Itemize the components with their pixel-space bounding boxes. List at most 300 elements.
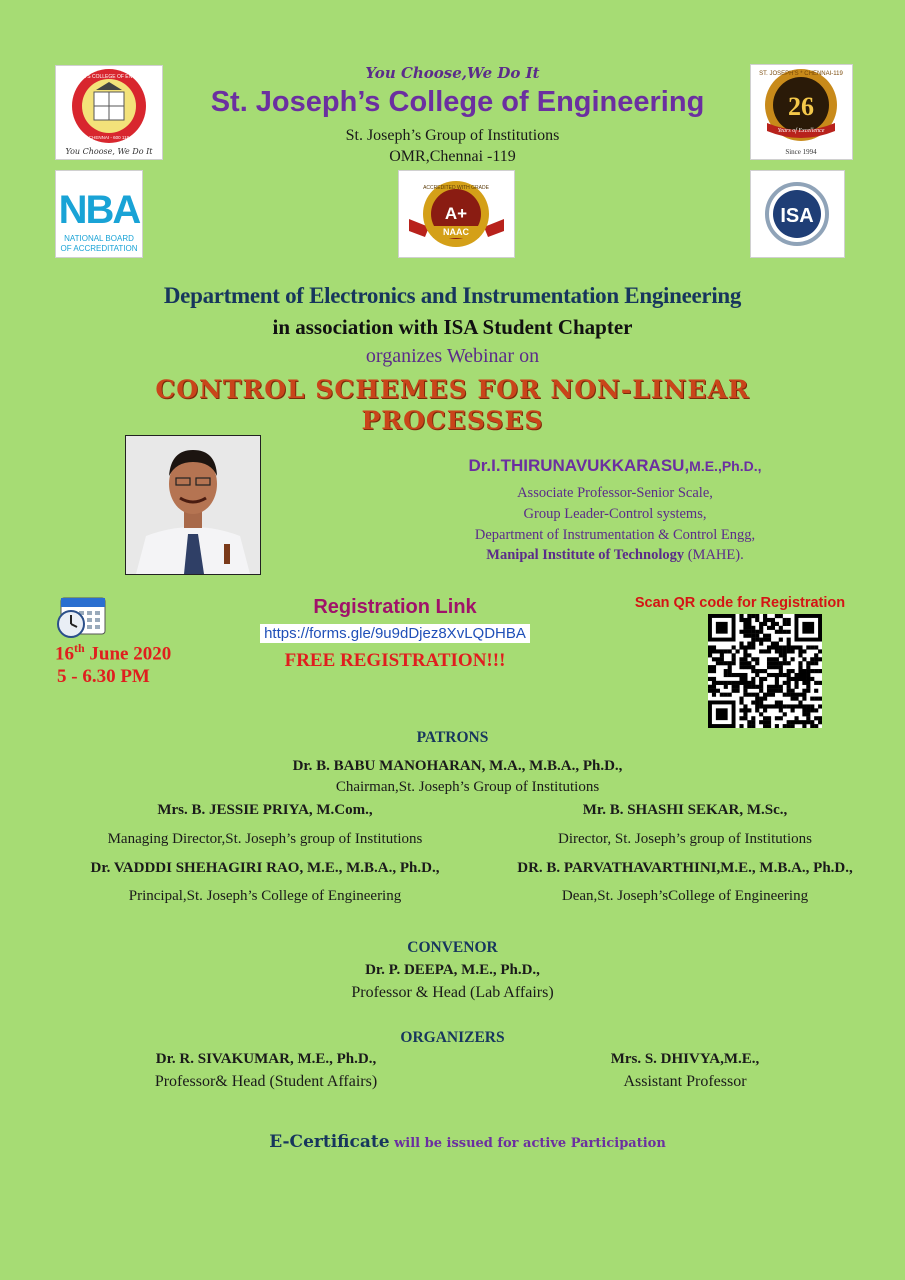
qr-module — [791, 677, 795, 681]
event-date — [55, 641, 171, 665]
qr-module — [802, 704, 806, 708]
qr-module — [810, 704, 814, 708]
qr-module — [755, 630, 759, 634]
qr-module — [798, 693, 802, 697]
qr-module — [787, 681, 791, 685]
qr-module — [794, 693, 798, 697]
qr-module — [802, 673, 806, 677]
qr-module — [779, 685, 783, 689]
qr-module — [810, 645, 814, 649]
qr-module — [771, 689, 775, 693]
qr-module — [747, 645, 751, 649]
webinar-topic-line-2: PROCESSES — [361, 406, 544, 435]
qr-module — [732, 657, 736, 661]
qr-module — [743, 665, 747, 669]
qr-module — [747, 630, 751, 634]
event-month-year: June 2020 — [84, 643, 172, 665]
qr-module — [728, 669, 732, 673]
qr-module — [736, 673, 740, 677]
qr-module — [751, 630, 755, 634]
qr-module — [743, 649, 747, 653]
qr-module — [712, 693, 716, 697]
qr-module — [747, 653, 751, 657]
qr-module — [794, 685, 798, 689]
qr-module — [794, 720, 798, 724]
convenor-heading: CONVENOR — [407, 939, 498, 956]
qr-module — [759, 626, 763, 630]
qr-module — [724, 685, 728, 689]
qr-module — [751, 665, 755, 669]
qr-module — [791, 704, 795, 708]
qr-module — [783, 645, 787, 649]
qr-module — [712, 665, 716, 669]
qr-module — [763, 716, 767, 720]
dean-role: Dean,St. Joseph’sCollege of Engineering — [561, 888, 809, 904]
qr-module — [791, 669, 795, 673]
qr-module — [743, 618, 747, 622]
qr-module — [763, 669, 767, 673]
qr-module — [759, 704, 763, 708]
qr-module — [791, 720, 795, 724]
years-number: 26 — [788, 92, 814, 121]
qr-module — [787, 685, 791, 689]
qr-module — [739, 630, 743, 634]
qr-module — [755, 708, 759, 712]
qr-module — [798, 661, 802, 665]
qr-module — [806, 689, 810, 693]
qr-module — [814, 724, 818, 728]
qr-module — [783, 724, 787, 728]
qr-module — [802, 720, 806, 724]
qr-module — [751, 677, 755, 681]
qr-module — [779, 630, 783, 634]
naac-name: NAAC — [443, 227, 469, 237]
qr-module — [728, 693, 732, 697]
qr-module — [747, 634, 751, 638]
qr-module — [720, 657, 724, 661]
qr-module — [806, 669, 810, 673]
qr-module — [763, 677, 767, 681]
qr-module — [755, 673, 759, 677]
naac-grade: A+ — [444, 204, 468, 223]
qr-module — [720, 661, 724, 665]
qr-module — [739, 681, 743, 685]
qr-module — [775, 677, 779, 681]
qr-module — [798, 649, 802, 653]
qr-module — [743, 704, 747, 708]
qr-module — [755, 618, 759, 622]
event-day-suffix: th — [74, 641, 85, 655]
qr-module — [771, 642, 775, 646]
qr-module — [728, 673, 732, 677]
years-ring-text: ST. JOSEPH'S * CHENNAI-119 — [759, 71, 843, 77]
qr-module — [739, 673, 743, 677]
qr-module — [771, 622, 775, 626]
qr-module — [779, 649, 783, 653]
qr-module — [783, 649, 787, 653]
qr-module — [739, 614, 743, 618]
qr-module — [779, 645, 783, 649]
qr-module — [755, 697, 759, 701]
qr-module — [743, 673, 747, 677]
qr-module — [779, 638, 783, 642]
sjce-logo — [55, 65, 163, 160]
qr-module — [771, 657, 775, 661]
qr-module — [791, 689, 795, 693]
qr-module — [739, 618, 743, 622]
qr-module — [716, 689, 720, 693]
qr-module — [798, 665, 802, 669]
qr-module — [791, 645, 795, 649]
qr-module — [814, 716, 818, 720]
qr-module — [763, 704, 767, 708]
26-years-logo — [750, 64, 853, 160]
qr-module — [755, 685, 759, 689]
scan-qr-label: Scan QR code for Registration — [634, 595, 846, 611]
qr-module — [775, 657, 779, 661]
qr-module — [787, 622, 791, 626]
qr-module — [794, 677, 798, 681]
qr-module — [728, 661, 732, 665]
qr-module — [771, 645, 775, 649]
qr-module — [783, 681, 787, 685]
qr-module — [802, 649, 806, 653]
qr-module — [743, 677, 747, 681]
qr-module — [802, 657, 806, 661]
qr-module — [810, 697, 814, 701]
qr-module — [708, 653, 712, 657]
qr-module — [783, 673, 787, 677]
qr-module — [810, 661, 814, 665]
organizer-1-name: Dr. R. SIVAKUMAR, M.E., Ph.D., — [155, 1051, 377, 1067]
tagline: You Choose,We Do It — [365, 64, 540, 82]
qr-module — [810, 720, 814, 724]
registration-link[interactable]: https://forms.gle/9u9dDjez8XvLQDHBA — [260, 624, 530, 643]
qr-module — [739, 661, 743, 665]
qr-module — [763, 724, 767, 728]
qr-module — [724, 693, 728, 697]
qr-module — [818, 716, 822, 720]
qr-module — [810, 724, 814, 728]
qr-module — [814, 653, 818, 657]
qr-module — [798, 653, 802, 657]
qr-module — [787, 649, 791, 653]
qr-module — [712, 681, 716, 685]
qr-module — [787, 642, 791, 646]
qr-module — [747, 626, 751, 630]
naac-logo — [398, 170, 515, 258]
qr-module — [794, 681, 798, 685]
qr-module — [708, 649, 712, 653]
qr-module — [720, 653, 724, 657]
qr-module — [794, 704, 798, 708]
speaker-name: Dr.I.THIRUNAVUKKARASU, — [468, 456, 690, 475]
qr-module — [814, 645, 818, 649]
qr-module — [783, 693, 787, 697]
qr-module — [806, 645, 810, 649]
qr-module — [708, 665, 712, 669]
qr-module — [732, 689, 736, 693]
qr-module — [794, 697, 798, 701]
years-since: Since 1994 — [785, 148, 817, 156]
qr-module — [802, 622, 814, 634]
qr-module — [806, 720, 810, 724]
qr-module — [771, 685, 775, 689]
qr-module — [783, 712, 787, 716]
qr-module — [739, 645, 743, 649]
qr-module — [783, 653, 787, 657]
organizers-heading: ORGANIZERS — [400, 1029, 505, 1046]
e-certificate-text: will be issued for active Participation — [389, 1136, 666, 1151]
qr-module — [747, 720, 751, 724]
qr-module — [732, 661, 736, 665]
qr-module — [736, 681, 740, 685]
qr-module — [775, 673, 779, 677]
qr-module — [763, 693, 767, 697]
registration-title: Registration Link — [313, 596, 477, 618]
qr-module — [747, 724, 751, 728]
qr-module — [798, 669, 802, 673]
qr-module — [712, 657, 716, 661]
qr-module — [775, 716, 779, 720]
qr-module — [720, 681, 724, 685]
qr-module — [798, 645, 802, 649]
qr-module — [728, 681, 732, 685]
qr-module — [814, 669, 818, 673]
group-name: St. Joseph’s Group of Institutions — [345, 127, 560, 144]
qr-module — [743, 630, 747, 634]
qr-module — [767, 689, 771, 693]
qr-module — [818, 720, 822, 724]
qr-module — [818, 704, 822, 708]
qr-module — [810, 669, 814, 673]
qr-module — [743, 708, 747, 712]
qr-module — [728, 665, 732, 669]
qr-module — [775, 681, 779, 685]
qr-module — [806, 681, 810, 685]
qr-module — [716, 657, 720, 661]
qr-module — [767, 661, 771, 665]
qr-module — [814, 697, 818, 701]
qr-module — [747, 665, 751, 669]
qr-module — [771, 704, 775, 708]
qr-module — [751, 693, 755, 697]
sjce-logo-bottom-text: CHENNAI - 600 119 — [88, 135, 130, 140]
qr-module — [759, 697, 763, 701]
speaker-name-line — [390, 456, 840, 476]
qr-module — [818, 657, 822, 661]
qr-module — [779, 661, 783, 665]
qr-module — [806, 665, 810, 669]
qr-module — [775, 649, 779, 653]
qr-module — [751, 657, 755, 661]
qr-module — [806, 661, 810, 665]
qr-module — [747, 693, 751, 697]
qr-module — [716, 708, 728, 720]
principal-name: Dr. VADDDI SHEHAGIRI RAO, M.E., M.B.A., Ph.D., — [90, 860, 440, 876]
qr-module — [716, 649, 720, 653]
qr-module — [763, 614, 767, 618]
qr-module — [736, 689, 740, 693]
qr-module — [720, 649, 724, 653]
qr-module — [751, 716, 755, 720]
qr-module — [743, 626, 747, 630]
qr-module — [708, 685, 712, 689]
webinar-topic-line-1: CONTROL SCHEMES FOR NON-LINEAR — [155, 375, 750, 404]
qr-module — [791, 724, 795, 728]
registration-qr-code[interactable] — [708, 614, 822, 728]
speaker-role: Group Leader-Control systems, — [523, 506, 707, 522]
qr-module — [763, 618, 767, 622]
qr-module — [751, 626, 755, 630]
qr-module — [724, 669, 728, 673]
qr-module — [716, 681, 720, 685]
sjce-logo-ring-text: ST. JOSEPH'S COLLEGE OF ENGINEERING — [57, 74, 161, 80]
qr-module — [763, 697, 767, 701]
qr-module — [818, 697, 822, 701]
qr-module — [743, 661, 747, 665]
qr-module — [743, 634, 747, 638]
chairman-name: Dr. B. BABU MANOHARAN, M.A., M.B.A., Ph.D., — [292, 758, 623, 774]
organizes-line: organizes Webinar on — [365, 345, 540, 367]
qr-module — [771, 673, 775, 677]
qr-module — [767, 645, 771, 649]
college-name: St. Joseph’s College of Engineering — [210, 86, 705, 118]
qr-module — [743, 653, 747, 657]
event-day: 16 — [55, 643, 74, 665]
qr-module — [806, 716, 810, 720]
qr-module — [739, 697, 743, 701]
qr-module — [814, 657, 818, 661]
qr-module — [743, 693, 747, 697]
qr-module — [771, 665, 775, 669]
qr-module — [810, 708, 814, 712]
qr-module — [708, 689, 712, 693]
qr-module — [747, 681, 751, 685]
qr-module — [763, 649, 767, 653]
qr-module — [802, 681, 806, 685]
qr-module — [763, 720, 767, 724]
qr-module — [759, 681, 763, 685]
qr-module — [802, 724, 806, 728]
qr-module — [783, 657, 787, 661]
nba-mark: NBA — [58, 188, 140, 232]
speaker-photo — [125, 435, 261, 575]
qr-module — [759, 638, 763, 642]
qr-module — [814, 708, 818, 712]
qr-module — [755, 638, 759, 642]
qr-module — [712, 677, 716, 681]
qr-module — [779, 653, 783, 657]
qr-module — [759, 720, 763, 724]
qr-module — [775, 704, 779, 708]
qr-module — [755, 614, 759, 618]
calendar-icon — [55, 594, 107, 638]
years-ribbon-text: Years of Excellence — [777, 128, 825, 134]
qr-module — [787, 720, 791, 724]
qr-module — [743, 657, 747, 661]
qr-module — [759, 685, 763, 689]
qr-module — [779, 708, 783, 712]
naac-ring-text: ACCREDITED WITH GRADE — [423, 185, 489, 191]
qr-module — [712, 649, 716, 653]
qr-module — [767, 665, 771, 669]
isa-logo — [750, 170, 845, 258]
qr-module — [794, 673, 798, 677]
qr-module — [747, 685, 751, 689]
patrons-heading: PATRONS — [416, 729, 489, 746]
qr-module — [779, 626, 783, 630]
qr-module — [747, 642, 751, 646]
qr-module — [739, 657, 743, 661]
qr-module — [767, 704, 771, 708]
speaker-institution-line — [390, 547, 840, 564]
qr-module — [775, 642, 779, 646]
qr-module — [739, 642, 743, 646]
qr-module — [763, 622, 767, 626]
qr-module — [779, 669, 783, 673]
qr-module — [751, 700, 755, 704]
qr-module — [759, 677, 763, 681]
organizer-2-name: Mrs. S. DHIVYA,M.E., — [610, 1051, 760, 1067]
qr-module — [708, 677, 712, 681]
qr-module — [732, 685, 736, 689]
qr-module — [747, 618, 751, 622]
qr-module — [732, 673, 736, 677]
qr-module — [751, 685, 755, 689]
qr-module — [767, 626, 771, 630]
qr-module — [802, 693, 806, 697]
qr-module — [724, 649, 728, 653]
qr-module — [759, 622, 763, 626]
qr-module — [759, 689, 763, 693]
qr-module — [759, 712, 763, 716]
qr-module — [747, 622, 751, 626]
qr-module — [779, 665, 783, 669]
qr-module — [708, 669, 712, 673]
qr-module — [798, 673, 802, 677]
qr-module — [739, 708, 743, 712]
qr-module — [798, 720, 802, 724]
e-certificate-label: E-Certificate — [269, 1132, 390, 1152]
qr-module — [802, 697, 806, 701]
qr-module — [802, 669, 806, 673]
qr-module — [739, 724, 743, 728]
qr-module — [767, 724, 771, 728]
qr-module — [747, 708, 751, 712]
qr-module — [791, 708, 795, 712]
qr-module — [818, 649, 822, 653]
qr-module — [763, 634, 767, 638]
qr-module — [775, 724, 779, 728]
qr-module — [767, 649, 771, 653]
speaker-institution: Manipal Institute of Technology — [486, 547, 685, 563]
department: Department of Electronics and Instrumentation Engineering — [163, 283, 742, 308]
qr-module — [771, 618, 775, 622]
director-name: Mr. B. SHASHI SEKAR, M.Sc., — [582, 802, 788, 818]
qr-module — [743, 689, 747, 693]
qr-module — [794, 645, 798, 649]
qr-module — [802, 677, 806, 681]
qr-module — [783, 661, 787, 665]
qr-module — [806, 704, 810, 708]
qr-module — [759, 630, 763, 634]
qr-module — [791, 693, 795, 697]
qr-module — [779, 673, 783, 677]
qr-module — [751, 645, 755, 649]
qr-module — [787, 693, 791, 697]
qr-module — [783, 622, 787, 626]
